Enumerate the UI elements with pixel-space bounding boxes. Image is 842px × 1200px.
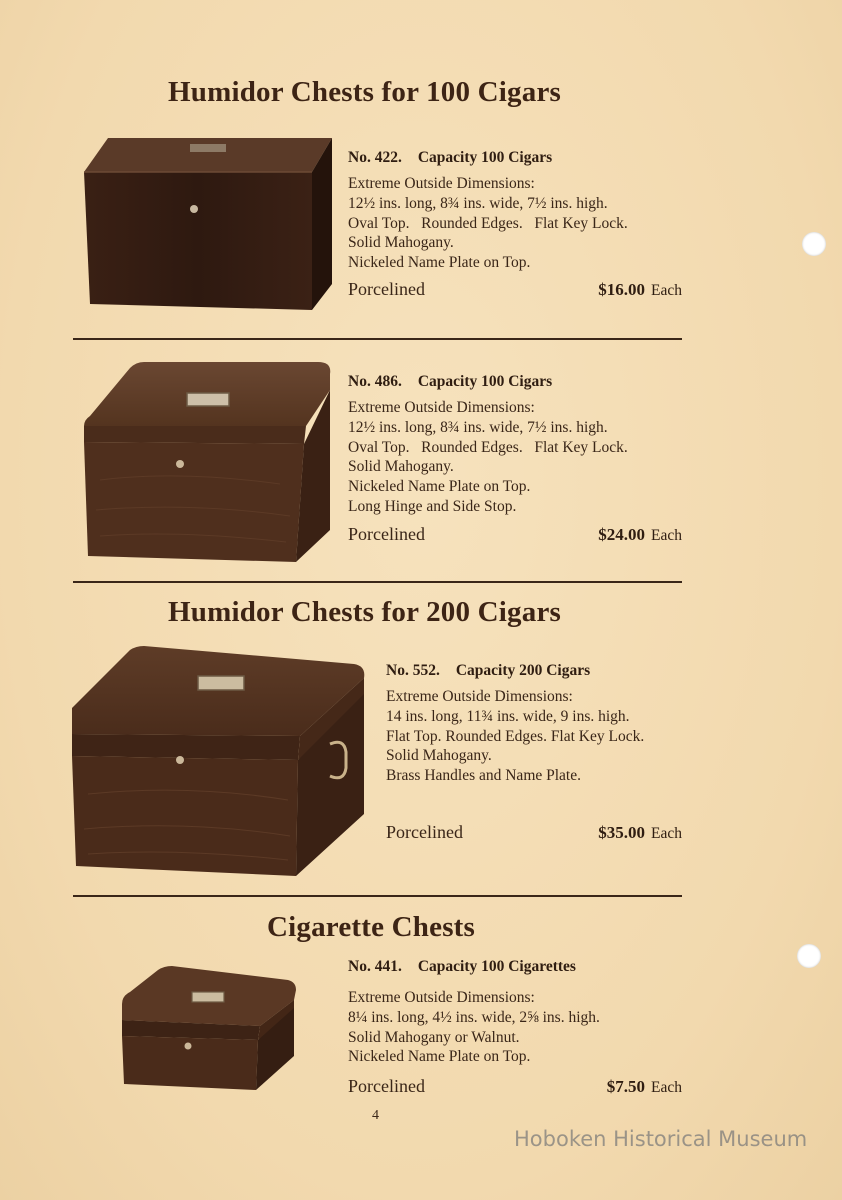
product-486-price-row bbox=[348, 524, 682, 545]
product-441-spec-line: Solid Mahogany or Walnut. bbox=[348, 1028, 520, 1046]
page-number: 4 bbox=[372, 1108, 379, 1123]
chest-422-image bbox=[80, 134, 336, 316]
chest-441-image bbox=[118, 964, 300, 1094]
product-486-title bbox=[348, 373, 682, 391]
binder-hole bbox=[797, 944, 821, 968]
product-552-capacity: Capacity 200 Cigars bbox=[455, 662, 591, 679]
product-422-price-row bbox=[348, 279, 682, 300]
binder-hole bbox=[802, 232, 826, 256]
product-441-number: No. 441. bbox=[348, 958, 402, 975]
product-552-spec-line: Brass Handles and Name Plate. bbox=[386, 767, 581, 785]
product-422-capacity: Capacity 100 Cigars bbox=[417, 149, 553, 166]
section-heading-200-cigars: Humidor Chests for 200 Cigars bbox=[168, 596, 562, 628]
product-422-spec-line: Nickeled Name Plate on Top. bbox=[348, 254, 531, 272]
product-422-price-value: $16.00 bbox=[598, 280, 646, 299]
product-422-number: No. 422. bbox=[348, 149, 402, 166]
product-486-spec-line: Solid Mahogany. bbox=[348, 458, 454, 476]
chest-552-image bbox=[68, 644, 370, 880]
product-422-spec-line: Oval Top. Rounded Edges. Flat Key Lock. bbox=[348, 214, 628, 232]
product-486-finish: Porcelined bbox=[348, 524, 425, 544]
divider bbox=[73, 338, 682, 340]
product-486-unit: Each bbox=[651, 527, 682, 544]
product-552-number: No. 552. bbox=[386, 662, 440, 679]
product-441-finish: Porcelined bbox=[348, 1076, 425, 1096]
product-552-price-value: $35.00 bbox=[598, 823, 646, 842]
section-heading-100-cigars: Humidor Chests for 100 Cigars bbox=[168, 76, 562, 108]
product-422-price bbox=[598, 280, 682, 300]
product-486-spec-line: 12½ ins. long, 8¾ ins. wide, 7½ ins. high. bbox=[348, 418, 608, 436]
product-552-price-row bbox=[386, 822, 682, 843]
product-486-price-value: $24.00 bbox=[598, 525, 646, 544]
product-422-unit: Each bbox=[651, 282, 682, 299]
product-441-spec-line: Extreme Outside Dimensions: bbox=[348, 989, 535, 1006]
product-441-capacity: Capacity 100 Cigarettes bbox=[417, 958, 576, 975]
product-486-spec-line: Long Hinge and Side Stop. bbox=[348, 497, 517, 515]
product-486-number: No. 486. bbox=[348, 373, 402, 390]
divider bbox=[73, 895, 682, 897]
museum-watermark: Hoboken Historical Museum bbox=[514, 1127, 808, 1151]
product-441-spec-line: 8¼ ins. long, 4½ ins. wide, 2⅝ ins. high. bbox=[348, 1008, 600, 1026]
product-552-spec-line: Flat Top. Rounded Edges. Flat Key Lock. bbox=[386, 727, 645, 745]
product-441-price bbox=[607, 1077, 682, 1097]
product-552-spec-line: Extreme Outside Dimensions: bbox=[386, 688, 573, 705]
product-441-spec-line: Nickeled Name Plate on Top. bbox=[348, 1048, 531, 1066]
product-486-price bbox=[598, 525, 682, 545]
product-486-spec-line: Nickeled Name Plate on Top. bbox=[348, 478, 531, 496]
product-552-finish: Porcelined bbox=[386, 822, 463, 842]
chest-486-image bbox=[80, 360, 336, 566]
product-552-spec-line: Solid Mahogany. bbox=[386, 747, 492, 765]
product-441-title bbox=[348, 958, 682, 976]
product-422-spec-line: Solid Mahogany. bbox=[348, 234, 454, 252]
product-422-spec-line: 12½ ins. long, 8¾ ins. wide, 7½ ins. high. bbox=[348, 194, 608, 212]
product-486-spec-line: Oval Top. Rounded Edges. Flat Key Lock. bbox=[348, 438, 628, 456]
product-486-spec-line: Extreme Outside Dimensions: bbox=[348, 399, 535, 416]
product-552-unit: Each bbox=[651, 825, 682, 842]
product-552-price bbox=[598, 823, 682, 843]
product-441 bbox=[348, 958, 682, 1103]
product-552-spec-line: 14 ins. long, 11¾ ins. wide, 9 ins. high. bbox=[386, 707, 630, 725]
product-441-unit: Each bbox=[651, 1079, 682, 1096]
product-422-finish: Porcelined bbox=[348, 279, 425, 299]
product-552-title bbox=[386, 662, 682, 680]
section-heading-cigarette-chests: Cigarette Chests bbox=[267, 911, 476, 943]
product-441-price-value: $7.50 bbox=[606, 1077, 646, 1096]
product-422-title bbox=[348, 149, 682, 167]
product-486-capacity: Capacity 100 Cigars bbox=[417, 373, 553, 390]
divider bbox=[73, 581, 682, 583]
product-552 bbox=[386, 662, 682, 847]
product-486 bbox=[348, 373, 682, 548]
product-422 bbox=[348, 149, 682, 304]
product-441-price-row bbox=[348, 1076, 682, 1097]
product-422-spec-line: Extreme Outside Dimensions: bbox=[348, 175, 535, 192]
